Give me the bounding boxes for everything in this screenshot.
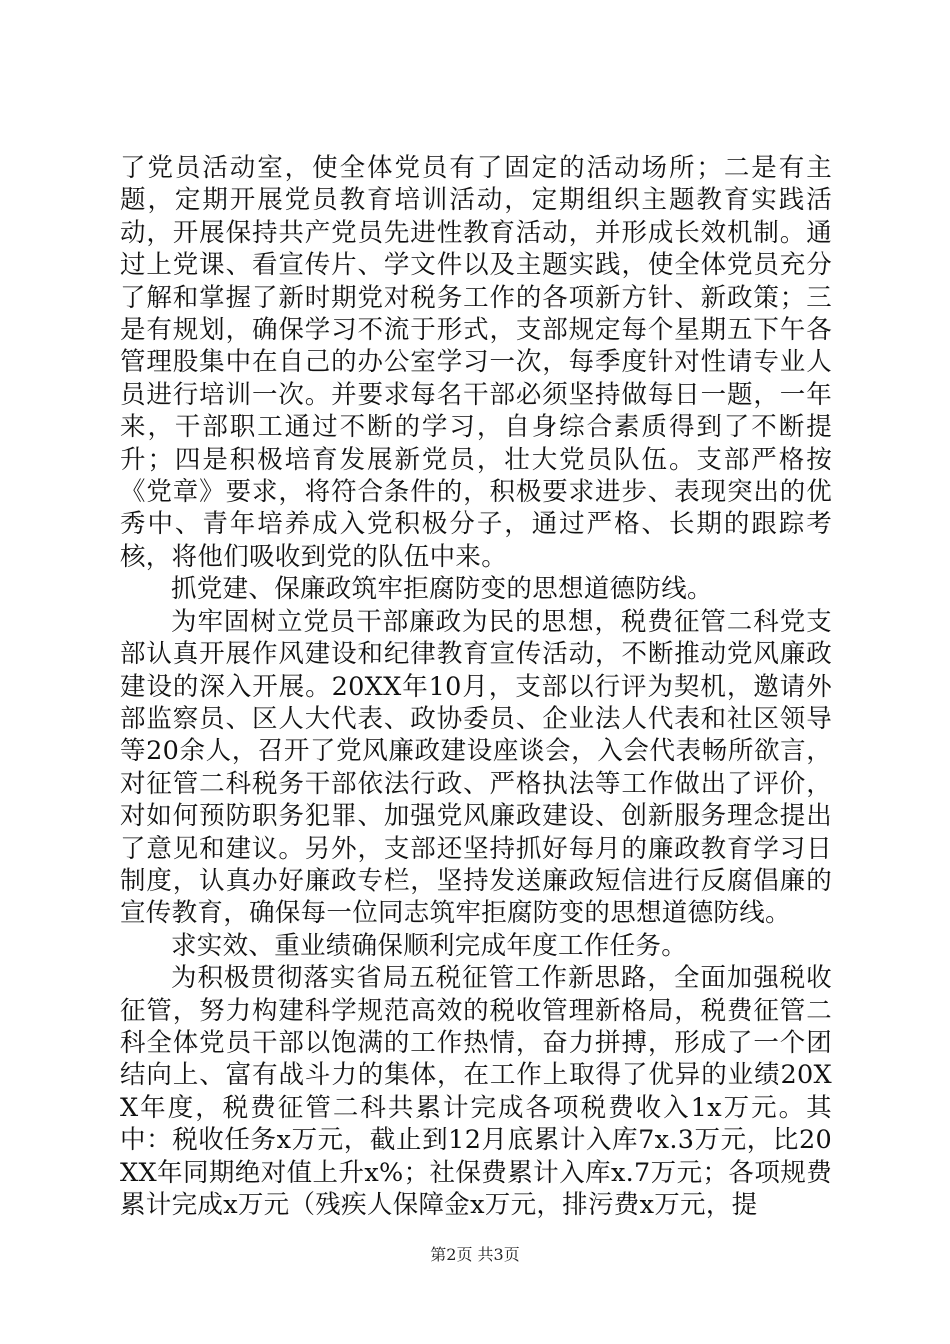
paragraph-performance: 为积极贯彻落实省局五税征管工作新思路，全面加强税收征管，努力构建科学规范高效的税收管理新格局，税费征管二科全体党员干部以饱满的工作热情，奋力拼搏，形成了一个团结向上、富有战斗力的集体，在工作上取得了优异的业绩20XX年度，税费征管二科共累计完成各项税费收入1x万元。其中：税收任务x万元，截止到12月底累计入库7x.3万元，比20XX年同期绝对值上升x%；社保费累计入库x.7万元；各项规费累计完成x万元（残疾人保障金x万元，排污费x万元，提 [120, 963, 832, 1220]
document-body [120, 152, 832, 1221]
paragraph-integrity: 为牢固树立党员干部廉政为民的思想，税费征管二科党支部认真开展作风建设和纪律教育宣传活动，不断推动党风廉政建设的深入开展。20XX年10月，支部以行评为契机，邀请外部监察员、区人大代表、政协委员、企业法人代表和社区领导等20余人，召开了党风廉政建设座谈会，入会代表畅所欲言，对征管二科税务干部依法行政、严格执法等工作做出了评价，对如何预防职务犯罪、加强党风廉政建设、创新服务理念提出了意见和建议。另外，支部还坚持抓好每月的廉政教育学习日制度，认真办好廉政专栏，坚持发送廉政短信进行反腐倡廉的宣传教育，确保每一位同志筑牢拒腐防变的思想道德防线。 [120, 606, 832, 929]
heading-integrity: 抓党建、保廉政筑牢拒腐防变的思想道德防线。 [171, 574, 713, 605]
paragraph-party-activities: 了党员活动室，使全体党员有了固定的活动场所；二是有主题，定期开展党员教育培训活动，定期组织主题教育实践活动，开展保持共产党员先进性教育活动，并形成长效机制。通过上党课、看宣传片、学文件以及主题实践，使全体党员充分了解和掌握了新时期党对税务工作的各项新方针、新政策；三是有规划，确保学习不流于形式，支部规定每个星期五下午各管理股集中在自己的办公室学习一次，每季度针对性请专业人员进行培训一次。并要求每名干部必须坚持做每日一题，一年来，干部职工通过不断的学习，自身综合素质得到了不断提升；四是积极培育发展新党员，壮大党员队伍。支部严格按《党章》要求，将符合条件的，积极要求进步、表现突出的优秀中、青年培养成入党积极分子，通过严格、长期的跟踪考核，将他们吸收到党的队伍中来。 [120, 153, 832, 572]
page-footer: 第2页 共3页 [430, 1245, 520, 1264]
heading-performance: 求实效、重业绩确保顺利完成年度工作任务。 [171, 930, 688, 961]
